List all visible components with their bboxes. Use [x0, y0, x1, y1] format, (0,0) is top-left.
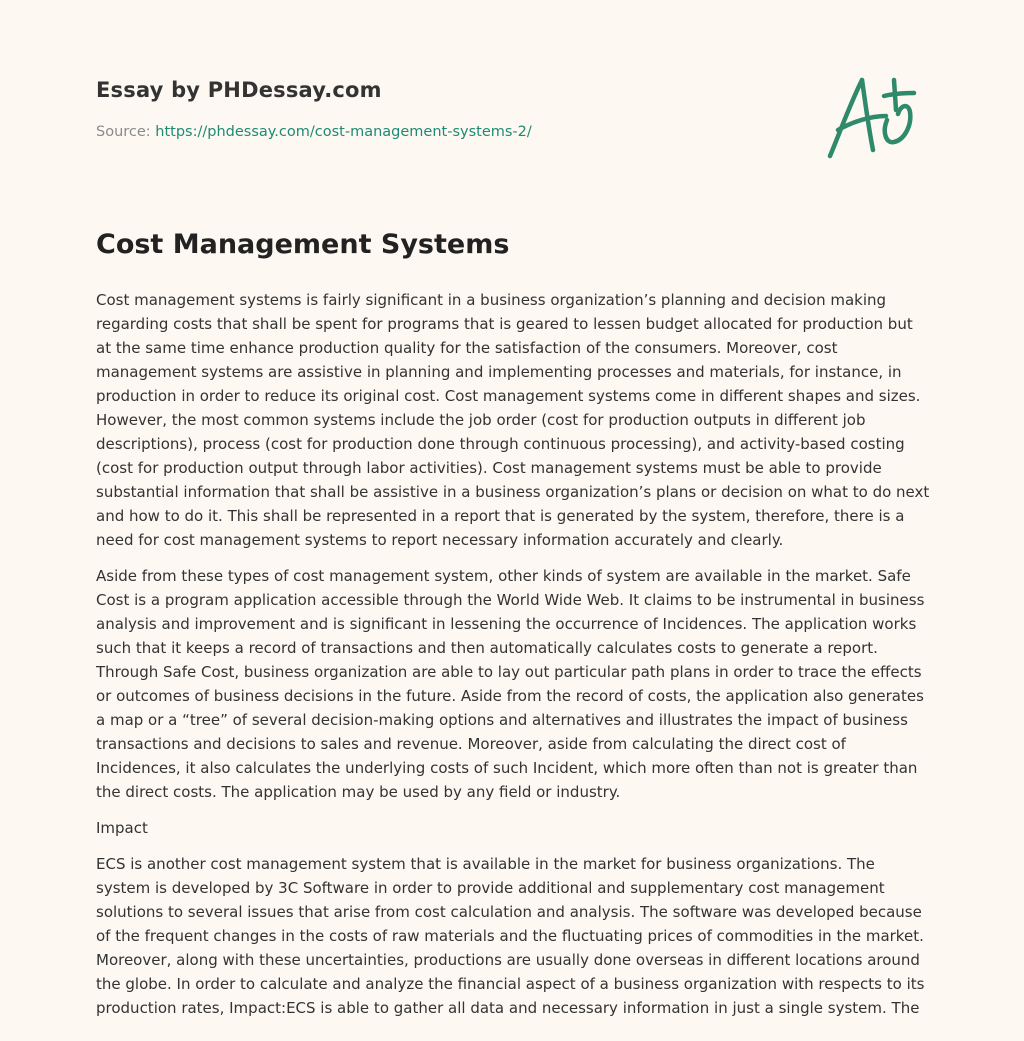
essay-body — [96, 225, 930, 1032]
site-title: Essay by PHDessay.com — [96, 78, 382, 102]
source-line — [96, 124, 532, 140]
essay-paragraph: ECS is another cost management system that is available in the market for business organizations. The system is developed by 3C Software in order to provide additional and supplementary cost management solutions to several issues that arise from cost calculation and analysis. The software was developed because of the frequent changes in the costs of raw materials and the fluctuating prices of commodities in the market. Moreover, along with these uncertainties, productions are usually done overseas in different locations around the globe. In order to calculate and analyze the financial aspect of a business organization with respects to its production rates, Impact:ECS is able to gather all data and necessary information in just a single system. The — [96, 855, 925, 1017]
source-label: Source: — [96, 124, 151, 140]
essay-paragraph: Aside from these types of cost management system, other kinds of system are available in the market. Safe Cost is a program application accessible through the World Wide Web. It claims to be instrumental in business analysis and improvement and is significant in lessening the occurrence of Incidences. The application works such that it keeps a record of transactions and then automatically calculates costs to generate a report. Through Safe Cost, business organization are able to lay out particular path plans in order to trace the effects or outcomes of business decisions in the future. Aside from the record of costs, the application also generates a map or a “tree” of several decision-making options and alternatives and illustrates the impact of business transactions and decisions to sales and revenue. Moreover, aside from calculating the direct cost of Incidences, it also calculates the underlying costs of such Incident, which more often than not is greater than the direct costs. The application may be used by any field or industry. — [96, 567, 925, 801]
essay-title: Cost Management Systems — [96, 229, 510, 260]
a-plus-logo-icon — [824, 70, 924, 162]
page-header — [96, 76, 928, 176]
section-heading: Impact — [96, 819, 148, 837]
source-link[interactable]: https://phdessay.com/cost-management-systems-2/ — [155, 124, 532, 140]
essay-paragraph: Cost management systems is fairly significant in a business organization’s planning and decision making regarding costs that shall be spent for programs that is geared to lessen budget allocated for production but at the same time enhance production quality for the satisfaction of the consumers. Moreover, cost management systems are assistive in planning and implementing processes and materials, for instance, in production in order to reduce its original cost. Cost management systems come in different shapes and sizes. However, the most common systems include the job order (cost for production outputs in different job descriptions), process (cost for production done through continuous processing), and activity-based costing (cost for production output through labor activities). Cost management systems must be able to provide substantial information that shall be assistive in a business organization’s plans or decision on what to do next and how to do it. This shall be represented in a report that is generated by the system, therefore, there is a need for cost management systems to report necessary information accurately and clearly. — [96, 291, 930, 549]
